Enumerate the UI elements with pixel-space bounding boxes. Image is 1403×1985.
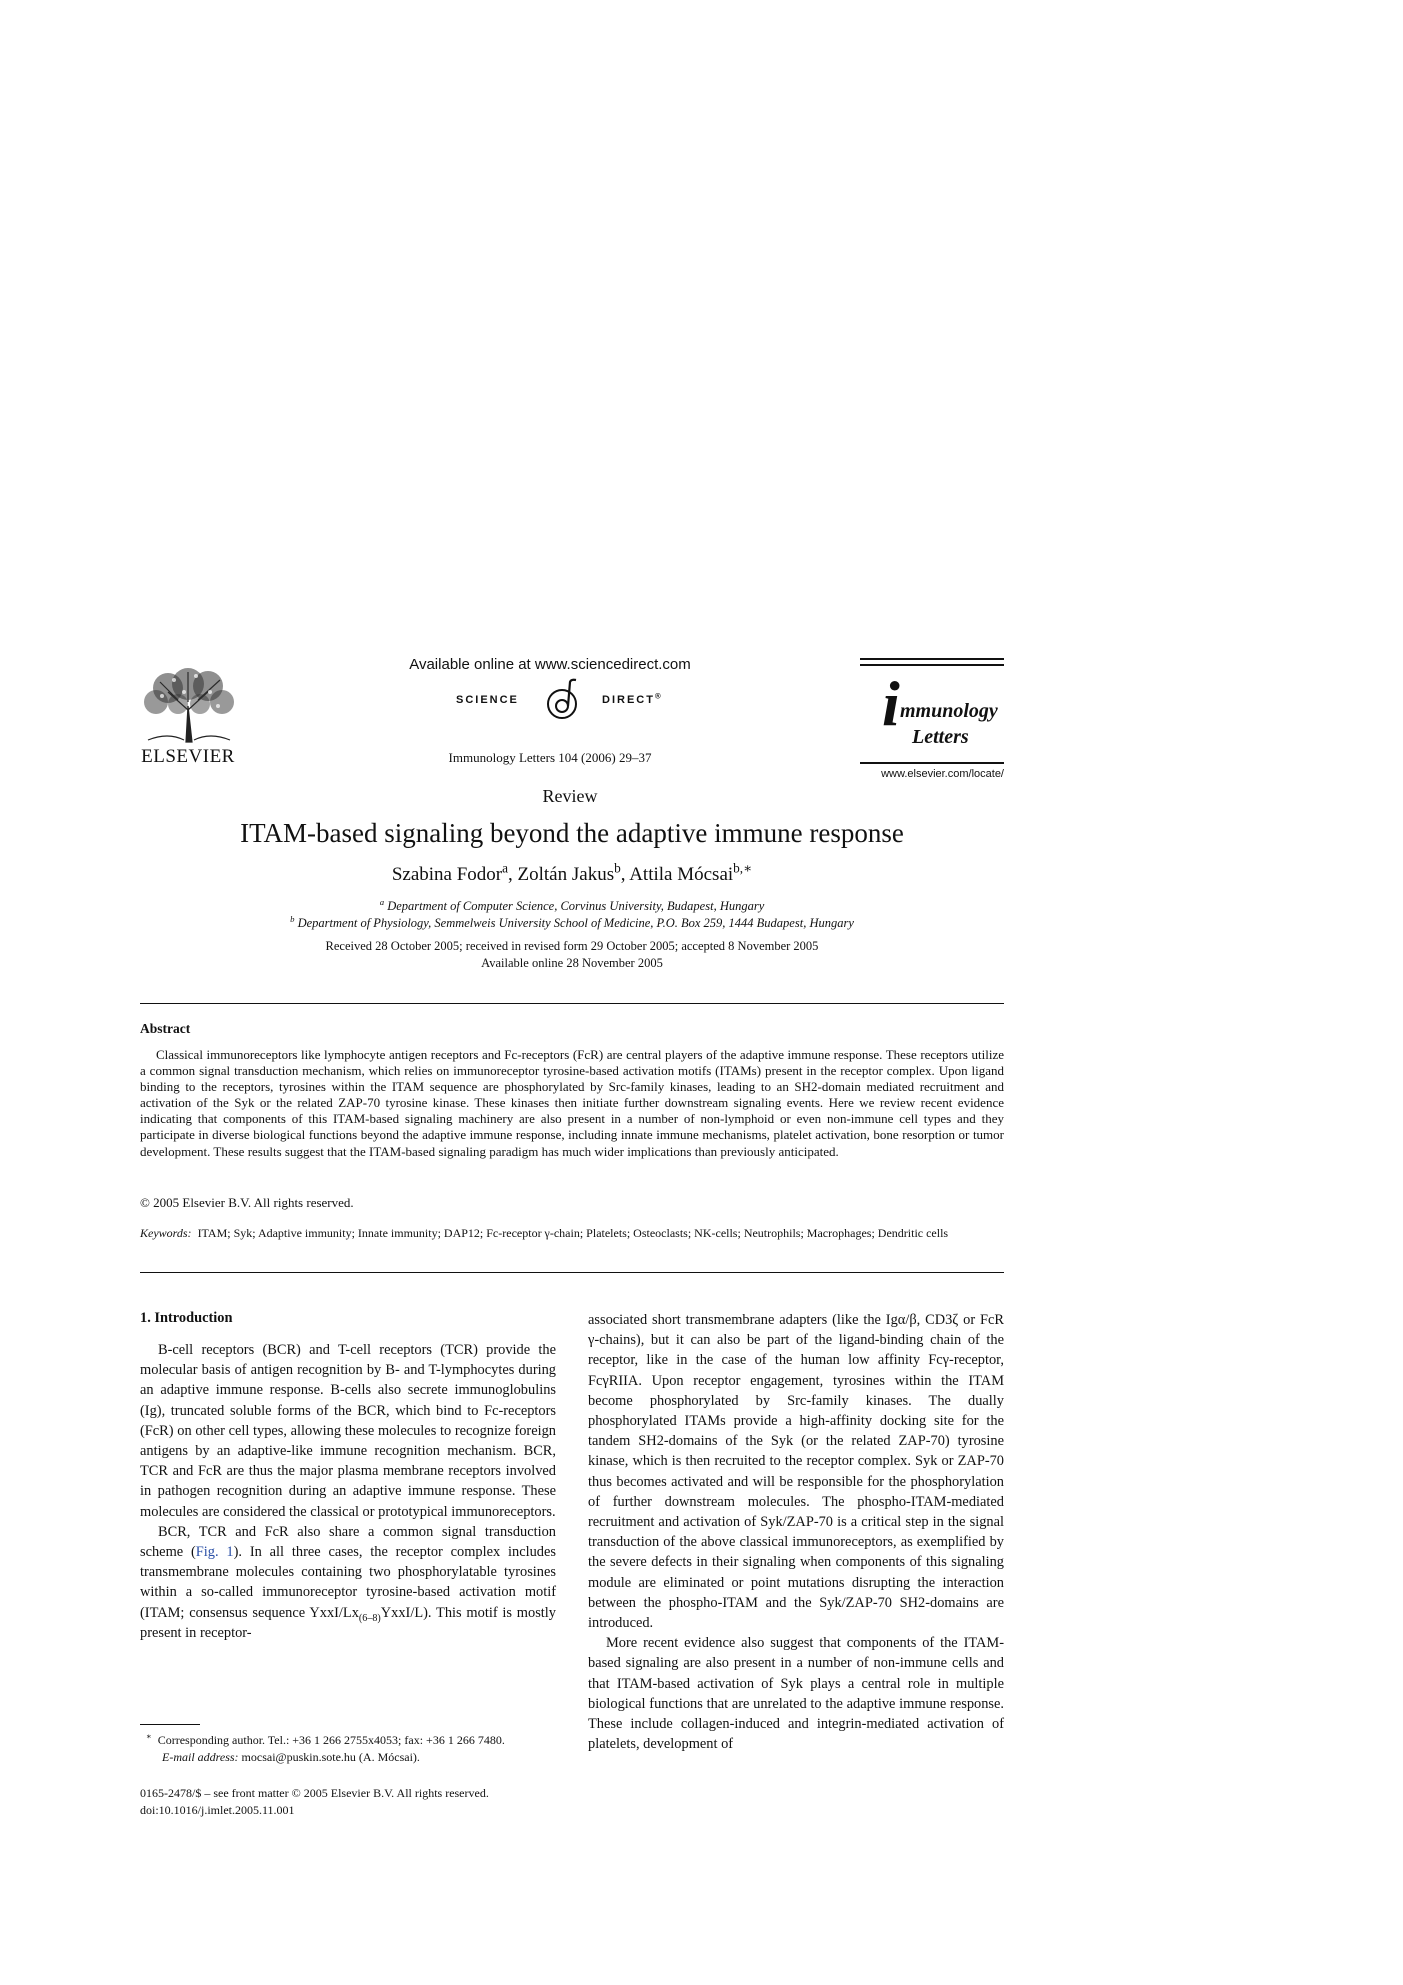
corresponding-author-footnote (140, 1732, 580, 1766)
email-label: E-mail address: (162, 1750, 239, 1764)
journal-reference: Immunology Letters 104 (2006) 29–37 (448, 750, 652, 765)
author-name: Zoltán Jakus (517, 864, 615, 885)
sciencedirect-logo (456, 678, 696, 722)
affiliation-b (140, 913, 1004, 931)
article-title: ITAM-based signaling beyond the adaptive immune response (240, 818, 904, 848)
author-name: Attila Mócsai (629, 864, 734, 885)
immunology-letters-mark (860, 670, 1004, 762)
journal-logo-word-immunology: mmunology (900, 700, 998, 722)
affiliation-a (140, 896, 1004, 914)
intro-p2-text-c: YxxI/L). This motif is mostly present in receptor- (140, 1604, 556, 1641)
journal-logo-top-rule-2 (860, 664, 1004, 666)
sciencedirect-d-icon (540, 678, 590, 722)
intro-p2-text-b: ). In all three cases, the receptor complex includes transmembrane molecules containing two phosphorylatable tyrosines within a so-called immunoreceptor tyrosine-based activation motif (ITAM; consensus sequence YxxI/Lx (140, 1544, 556, 1621)
elsevier-tree-icon (138, 662, 238, 744)
affiliation-marker: b (290, 913, 295, 924)
keywords-list: ITAM; Syk; Adaptive immunity; Innate immunity; DAP12; Fc-receptor γ-chain; Platelets; Osteoclasts; NK-cells; Neutrophils; Macrophages; Dendritic cells (197, 1226, 949, 1240)
author-list: Szabina Fodor$^a$, Zoltán Jakus$^b$, Attila Mócsai$^{b,∗}$ (391, 860, 753, 885)
intro-paragraph-3: associated short transmembrane adapters (like the Igα/β, CD3ζ or FcR γ-chains), but it can also be part of the ligand-binding chain of the receptor, like in the case of the human low affinity Fcγ-receptor, FcγRIIA. Upon receptor engagement, tyrosines within the ITAM become phosphorylated by Src-family kinases. The dually phosphorylated ITAMs provide a high-affinity docking site for the tandem SH2-domains of the Syk (or the related ZAP-70) tyrosine kinase, which is then recruited to the receptor complex. Syk or ZAP-70 thus becomes activated and will be responsible for the phosphorylation of further downstream molecules. The phospho-ITAM-mediated recruitment and activation of Syk/ZAP-70 is a critical step in the signal transduction of the above classical immunoreceptors, as exemplified by the severe defects in their signaling when components of this signaling module are eliminated or point mutations disrupting the interaction between the phospho-ITAM and the Syk/ZAP-70 SH2-domains are introduced. (588, 1312, 1004, 1632)
abstract-top-rule (140, 1003, 1004, 1004)
footnote-marker: ∗ (146, 1732, 152, 1741)
available-online-banner: Available online at www.sciencedirect.com (409, 656, 691, 673)
footnote-line-1 (140, 1732, 580, 1749)
available-online-date: Available online 28 November 2005 (481, 956, 663, 970)
elsevier-wordmark: ELSEVIER (141, 746, 235, 767)
abstract-bottom-rule (140, 1272, 1004, 1273)
abstract-copyright: © 2005 Elsevier B.V. All rights reserved. (140, 1195, 354, 1210)
abstract-text: Classical immunoreceptors like lymphocyte antigen receptors and Fc-receptors (FcR) are central players of the adaptive immune response. These receptors utilize a common signal transduction mechanism, which relies on immunoreceptor tyrosine-based activation motifs (ITAMs) present in the receptor complex. Upon ligand binding to the receptors, tyrosines within the ITAM sequence are phosphorylated by Src-family kinases, leading to an SH2-domain mediated recruitment and activation of the Syk or the related ZAP-70 tyrosine kinase. These kinases then initiate further downstream signaling events. Here we review recent evidence indicating that components of this ITAM-based signaling machinery are also present in a number of non-lymphoid or even non-immune cell types and they participate in diverse biological functions beyond the adaptive immune response, including innate immune mechanisms, platelet activation, bone resorption or tumor development. These results suggest that the ITAM-based signaling paradigm has much wider implications than previously anticipated. (140, 1047, 1004, 1159)
sd-right-text: DIRECT (602, 694, 655, 706)
abstract-heading: Abstract (140, 1021, 191, 1036)
abstract-body (140, 1047, 1004, 1160)
intro-p2-text-a: BCR, TCR and FcR also share a common signal transduction scheme ( (140, 1523, 556, 1561)
affiliation-text: Department of Computer Science, Corvinus University, Budapest, Hungary (387, 899, 765, 913)
right-column (588, 1310, 1004, 1754)
received-dates: Received 28 October 2005; received in revised form 29 October 2005; accepted 8 November 2005 (325, 939, 819, 953)
intro-paragraph-2 (140, 1522, 556, 1643)
author-name: Szabina Fodor (391, 864, 503, 885)
author-affiliation-marker: b (614, 860, 621, 876)
journal-logo (860, 658, 1004, 780)
journal-logo-bottom-rule (860, 762, 1004, 764)
journal-logo-i: i (882, 668, 900, 739)
affiliation-marker: a (379, 896, 385, 907)
article-type: Review (542, 786, 598, 806)
section-heading-introduction: 1. Introduction (140, 1310, 233, 1326)
intro-p2-subscript: (6–8) (358, 1612, 381, 1624)
intro-paragraph-1: B-cell receptors (BCR) and T-cell receptors (TCR) provide the molecular basis of antigen recognition by B- and T-lymphocytes during an adaptive immune response. B-cells also secrete immunoglobulins (Ig), truncated soluble forms of the BCR, which bind to Fc-receptors (FcR) on other cell types, allowing these molecules to recognize foreign antigens by an adaptive-like immune recognition mechanism. BCR, TCR and FcR are thus the major plasma membrane receptors involved in pathogen recognition during an adaptive immune response. These molecules are considered the classical or prototypical immunoreceptors. (140, 1342, 556, 1520)
affiliation-text: Department of Physiology, Semmelweis University School of Medicine, P.O. Box 259, 1444 Budapest, Hungary (297, 916, 854, 930)
issn-doi-block (140, 1785, 489, 1819)
footnote-line-2 (140, 1749, 580, 1766)
journal-url-link[interactable]: www.elsevier.com/locate/ (881, 768, 1004, 780)
sciencedirect-right-word (602, 691, 663, 706)
registered-mark: ® (654, 691, 663, 701)
doi-line[interactable]: doi:10.1016/j.imlet.2005.11.001 (140, 1803, 295, 1817)
footnote-rule (140, 1724, 200, 1725)
journal-logo-top-rule (860, 658, 1004, 660)
author-affiliation-marker: b,∗ (733, 860, 753, 876)
email-address[interactable]: mocsai@puskin.sote.hu (A. Mócsai). (241, 1750, 420, 1764)
keywords (140, 1226, 1004, 1242)
sciencedirect-left-word: SCIENCE (456, 694, 519, 706)
left-column (140, 1340, 556, 1643)
journal-logo-word-letters: Letters (912, 726, 969, 748)
figure-1-link[interactable]: Fig. 1 (195, 1544, 234, 1561)
intro-paragraph-4: More recent evidence also suggest that components of the ITAM-based signaling are also present in a number of non-immune cells and that ITAM-based activation of Syk plays a central role in multiple biological functions that are unrelated to the adaptive immune response. These include collagen-induced and integrin-mediated activation of platelets, development of (588, 1635, 1004, 1753)
keywords-label: Keywords: (140, 1226, 192, 1240)
issn-line: 0165-2478/$ – see front matter © 2005 Elsevier B.V. All rights reserved. (140, 1786, 489, 1800)
elsevier-logo (138, 662, 238, 768)
author-affiliation-marker: a (502, 860, 509, 876)
footnote-contact: Corresponding author. Tel.: +36 1 266 2755x4053; fax: +36 1 266 7480. (157, 1733, 505, 1747)
